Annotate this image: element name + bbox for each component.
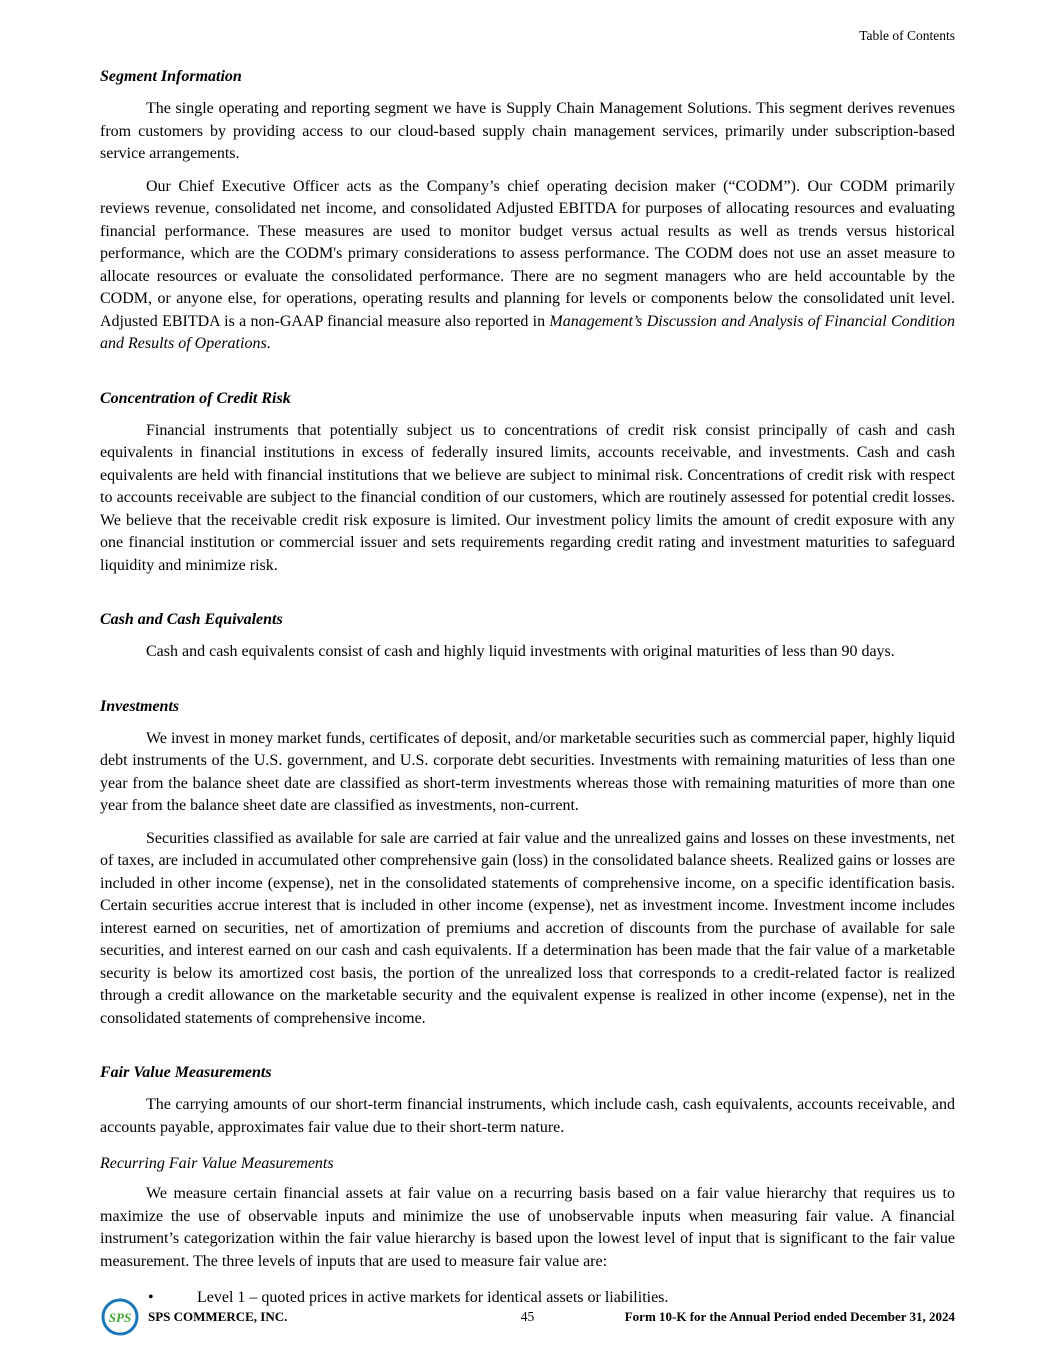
paragraph-segment-1: The single operating and reporting segment we have is Supply Chain Management Solutions. This segment derives revenues from customers by providing access to our cloud-based supply chain management services, primarily under subscription-based service arrangements.	[100, 100, 955, 162]
paragraph-segment-2-italic-reference: Management’s Discussion and Analysis of Financial Condition and Results of Operations	[100, 312, 955, 352]
subheading-recurring-fair-value: Recurring Fair Value Measurements	[100, 1155, 334, 1172]
bullet-marker: •	[148, 1289, 154, 1306]
heading-fair-value: Fair Value Measurements	[100, 1064, 272, 1081]
bullet-text: Level 1 – quoted prices in active markets for identical assets or liabilities.	[197, 1289, 669, 1306]
heading-credit-risk: Concentration of Credit Risk	[100, 389, 291, 407]
footer-company-name: SPS COMMERCE, INC.	[148, 1309, 288, 1324]
heading-segment-information: Segment Information	[100, 68, 242, 85]
footer-left	[100, 1297, 521, 1337]
page-footer	[100, 1297, 955, 1337]
paragraph-segment-2	[100, 176, 955, 356]
logo-text: SPS	[108, 1310, 132, 1325]
footer-form-label: Form 10-K for the Annual Period ended December 31, 2024	[624, 1309, 955, 1324]
heading-cash-equivalents: Cash and Cash Equivalents	[100, 611, 283, 628]
table-of-contents-link[interactable]: Table of Contents	[859, 28, 955, 43]
document-body	[100, 66, 955, 1310]
paragraph-segment-2-text: Our Chief Executive Officer acts as the Company’s chief operating decision maker (“CODM”). Our CODM primarily reviews revenue, consolidated net income, and consolidated Adjusted EBITDA for purposes of allocating resources and evaluating financial performance. These measures are used to monitor budget versus actual results as well as trends versus historical performance, which are the CODM's primary considerations to assess performance. The CODM does not use an asset measure to allocate resources or evaluate the consolidated performance. There are no segment managers who are held accountable by the CODM, or anyone else, for operations, operating results and planning for levels or components below the consolidated unit level. Adjusted EBITDA is a non-GAAP financial measure also reported in	[100, 177, 955, 330]
page-header	[100, 28, 955, 44]
footer-page-number: 45	[520, 1309, 535, 1324]
paragraph-cash-equivalents: Cash and cash equivalents consist of cash and highly liquid investments with original maturities of less than 90 days.	[146, 643, 895, 660]
paragraph-credit-risk: Financial instruments that potentially subject us to concentrations of credit risk consist principally of cash and cash equivalents in financial institutions in excess of federally insured limits, accounts receivable, and investments. Cash and cash equivalents are held with financial institutions that we believe are subject to minimal risk. Concentrations of credit risk with respect to accounts receivable are subject to the financial condition of our customers, which are routinely assessed for potential credit losses. We believe that the receivable credit risk exposure is limited. Our investment policy limits the amount of credit exposure with any one financial institution or commercial issuer and sets requirements regarding credit rating and investment maturities to safeguard liquidity and minimize risk.	[100, 421, 955, 574]
paragraph-investments-1: We invest in money market funds, certificates of deposit, and/or marketable securities such as commercial paper, highly liquid debt instruments of the U.S. government, and U.S. corporate debt securities. Investments with remaining maturities of less than one year from the balance sheet date are classified as short-term investments whereas those with remaining maturities of more than one year from the balance sheet date are classified as investments, non-current.	[100, 729, 955, 814]
paragraph-fair-value-1: The carrying amounts of our short-term financial instruments, which include cash, cash equivalents, accounts receivable, and accounts payable, approximates fair value due to their short-term nature.	[100, 1096, 955, 1136]
paragraph-fair-value-2: We measure certain financial assets at fair value on a recurring basis based on a fair value hierarchy that requires us to maximize the use of observable inputs and minimize the use of unobservable inputs when measuring fair value. A financial instrument’s categorization within the fair value hierarchy is based upon the lowest level of input that is significant to the fair value measurement. The three levels of inputs that are used to measure fair value are:	[100, 1185, 955, 1270]
heading-investments: Investments	[100, 697, 180, 715]
paragraph-investments-2: Securities classified as available for sale are carried at fair value and the unrealized gains and losses on these investments, net of taxes, are included in accumulated other comprehensive gain (loss) in the consolidated balance sheets. Realized gains or losses are included in other income (expense), net in the consolidated statements of comprehensive income, on a specific identification basis. Certain securities accrue interest that is included in other income (expense), net as investment income. Investment income includes interest earned on securities, net of amortization of premiums and accretion of discounts from the purchase of available for sale securities, and interest earned on our cash and cash equivalents. If a determination has been made that the fair value of a marketable security is below its amortized cost basis, the portion of the unrealized loss that corresponds to a credit-related factor is realized through a credit allowance on the marketable security and the equivalent expense is realized in other income (expense), net in the consolidated statements of comprehensive income.	[100, 829, 955, 1027]
paragraph-segment-2-suffix: .	[266, 335, 271, 352]
sps-commerce-logo-icon	[100, 1297, 140, 1337]
